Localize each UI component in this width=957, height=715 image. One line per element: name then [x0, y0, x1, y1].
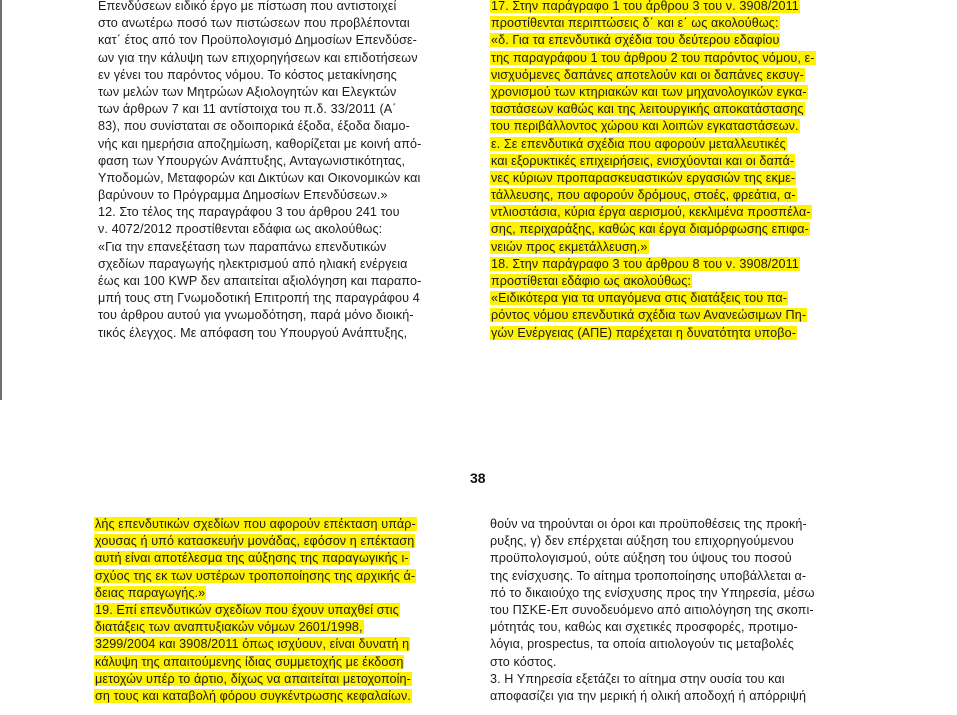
text-line	[98, 32, 470, 49]
text-line	[490, 550, 866, 567]
text-line	[490, 170, 864, 187]
text-line	[94, 568, 470, 585]
text-line	[98, 273, 470, 290]
text-line	[98, 239, 470, 256]
paragraph-text: κατ΄ έτος από τον Προϋπολογισμό Δημοσίων Επενδύσε-	[98, 33, 417, 48]
text-line	[490, 325, 864, 342]
highlighted-text: 17. Στην παράγραφο 1 του άρθρου 3 του ν. 3908/2011	[491, 0, 799, 13]
text-line	[490, 273, 864, 290]
text-line	[490, 568, 866, 585]
text-line	[490, 654, 866, 671]
text-line	[490, 636, 866, 653]
text-line	[490, 153, 864, 170]
highlighted-text: χρονισμού των κτηριακών και των μηχανολογικών εγκα-	[491, 84, 807, 99]
highlighted-text: «δ. Για τα επενδυτικά σχέδια του δεύτερου εδαφίου	[491, 33, 780, 48]
paragraph-text: σχεδίων παραγωγής ηλεκτρισμού από ηλιακή ενέργεια	[98, 256, 408, 271]
text-line	[490, 67, 864, 84]
paragraph-text: «Για την επανεξέταση των παραπάνω επενδυτικών	[98, 239, 387, 254]
text-line	[490, 619, 866, 636]
paragraph-text: μότητάς του, καθώς και σχετικές προσφορές, προτιμο-	[490, 620, 798, 635]
paragraph-text: φαση των Υπουργών Ανάπτυξης, Ανταγωνιστικότητας,	[98, 153, 406, 168]
paragraph-text: έως και 100 KWP δεν απαιτείται αξιολόγηση και παραπο-	[98, 274, 422, 288]
text-line	[98, 170, 470, 187]
paragraph-text: εν γένει του παρόντος νόμου. Το κόστος μετακίνησης	[98, 67, 397, 82]
text-line	[490, 118, 864, 135]
highlighted-text: γών Ενέργειας (ΑΠΕ) παρέχεται η δυνατότητα υποβο-	[491, 325, 796, 340]
highlighted-text: σης, περιχαράξης, καθώς και έργα διαμόρφωσης επιφα-	[491, 222, 809, 237]
paragraph-text: πό το δικαιούχο της ενίσχυσης προς την Υπηρεσία, μέσω	[490, 585, 815, 600]
text-line	[94, 619, 470, 636]
text-line	[94, 602, 470, 619]
text-line	[98, 221, 470, 238]
highlighted-text: ντλιοστάσια, κύρια έργα αερισμού, κεκλιμένα προσπέλα-	[491, 205, 811, 220]
text-line	[490, 204, 864, 221]
text-line	[94, 671, 470, 688]
paragraph-text: νής και ημερήσια αποζημίωση, καθορίζεται με κοινή από-	[98, 136, 422, 151]
paragraph-text: 12. Στο τέλος της παραγράφου 3 του άρθρου 241 του	[98, 205, 400, 220]
text-line	[490, 671, 866, 688]
paragraph-text: μπή τους στη Γνωμοδοτική Επιτροπή της παραγράφου 4	[98, 291, 420, 306]
text-line	[98, 15, 470, 32]
text-line	[98, 136, 470, 153]
text-line	[98, 84, 470, 101]
highlighted-text: νες κύριων προπαρασκευαστικών εργασιών της εκμε-	[491, 170, 796, 185]
paragraph-text: του άρθρου αυτού για γνωμοδότηση, παρά μόνο διοική-	[98, 308, 414, 323]
highlighted-text: χουσας ή υπό κατασκευήν μονάδας, εφόσον η επέκταση	[95, 534, 415, 549]
highlighted-text: της παραγράφου 1 του άρθρου 2 του παρόντος νόμου, ε-	[491, 50, 815, 65]
highlighted-text: διατάξεις των αναπτυξιακών νόμων 2601/1998,	[95, 620, 363, 635]
highlighted-text: λής επενδυτικών σχεδίων που αφορούν επέκταση υπάρ-	[95, 517, 416, 531]
paragraph-text: Υποδομών, Μεταφορών και Δικτύων και Οικονομικών και	[98, 170, 421, 185]
highlighted-text: νειών προς εκμετάλλευση.»	[491, 239, 648, 254]
paragraph-text: Επενδύσεων ειδικό έργο με πίστωση που αντιστοιχεί	[98, 0, 397, 13]
paragraph-text: 83), που συνίσταται σε οδοιπορικά έξοδα, έξοδα διαμο-	[98, 119, 410, 134]
paragraph-text: 3. Η Υπηρεσία εξετάζει το αίτημα στην ουσία του και	[490, 671, 785, 686]
highlighted-text: σχύος της εκ των υστέρων τροποποίησης της αρχικής ά-	[95, 568, 416, 583]
text-line	[98, 153, 470, 170]
text-line	[98, 187, 470, 204]
highlighted-text: ση τους και καταβολή φόρου συγκέντρωσης κεφαλαίων.	[95, 688, 411, 703]
text-line	[94, 688, 470, 705]
text-line	[94, 585, 470, 602]
text-line	[98, 0, 470, 15]
paragraph-text: της ενίσχυσης. Το αίτημα τροποποίησης υποβάλλεται α-	[490, 568, 807, 583]
text-column-top-left	[98, 0, 470, 342]
highlighted-text: ρόντος νόμου επενδυτικά σχέδια των Ανανεώσιμων Πη-	[491, 308, 807, 323]
text-line	[490, 516, 866, 533]
paragraph-text: του ΠΣΚΕ-Επ συνοδευόμενο από αιτιολόγηση της σκοπι-	[490, 602, 814, 617]
highlighted-text: μετοχών υπέρ το άρτιο, δίχως να απαιτείται μετοχοποίη-	[95, 671, 411, 686]
page-edge-rule	[0, 0, 2, 400]
paragraph-text: προϋπολογισμού, ούτε αύξηση του ύψους του ποσού	[490, 551, 792, 566]
text-line	[490, 32, 864, 49]
paragraph-text: αποφασίζει για την μερική ή ολική αποδοχή ή απόρριψή	[490, 688, 807, 703]
text-line	[98, 204, 470, 221]
text-line	[490, 585, 866, 602]
highlighted-text: αυτή είναι αποτέλεσμα της αύξησης της παραγωγικής ι-	[95, 551, 409, 566]
text-line	[94, 550, 470, 567]
text-line	[94, 516, 470, 533]
highlighted-text: δειας παραγωγής.»	[95, 585, 206, 600]
paragraph-text: λόγια, prospectus, τα οποία αιτιολογούν τις μεταβολές	[490, 637, 794, 652]
text-line	[98, 307, 470, 324]
text-line	[98, 50, 470, 67]
paragraph-text: ν. 4072/2012 προστίθενται εδάφια ως ακολούθως:	[98, 222, 383, 237]
text-line	[94, 533, 470, 550]
text-line	[490, 187, 864, 204]
highlighted-text: του περιβάλλοντος χώρου και λοιπών εγκαταστάσεων.	[491, 119, 799, 134]
text-line	[98, 118, 470, 135]
page-number: 38	[470, 470, 486, 486]
highlighted-text: ε. Σε επενδυτικά σχέδια που αφορούν μεταλλευτικές	[491, 136, 786, 151]
text-line	[98, 101, 470, 118]
text-line	[490, 239, 864, 256]
paragraph-text: στο ανωτέρω ποσό των πιστώσεων που προβλέπονται	[98, 16, 410, 31]
paragraph-text: στο κόστος.	[490, 654, 557, 669]
text-line	[490, 533, 866, 550]
text-column-bottom-right	[490, 516, 866, 705]
highlighted-text: 3299/2004 και 3908/2011 όπως ισχύουν, είναι δυνατή η	[95, 637, 410, 652]
highlighted-text: και εξορυκτικές επιχειρήσεις, ενισχύονται και οι δαπά-	[491, 153, 795, 168]
text-line	[490, 602, 866, 619]
paragraph-text: των μελών των Μητρώων Αξιολογητών και Ελεγκτών	[98, 84, 397, 99]
paragraph-text: τικός έλεγχος. Με απόφαση του Υπουργού Ανάπτυξης,	[98, 325, 408, 340]
text-line	[490, 256, 864, 273]
highlighted-text: 19. Επί επενδυτικών σχεδίων που έχουν υπαχθεί στις	[95, 602, 399, 617]
text-line	[94, 636, 470, 653]
text-line	[490, 84, 864, 101]
highlighted-text: 18. Στην παράγραφο 3 του άρθρου 8 του ν. 3908/2011	[491, 256, 799, 271]
text-line	[98, 325, 470, 342]
text-line	[98, 290, 470, 307]
text-line	[98, 67, 470, 84]
text-line	[490, 688, 866, 705]
highlighted-text: νισχυόμενες δαπάνες αποτελούν και οι δαπάνες εκσυγ-	[491, 67, 804, 82]
text-line	[490, 0, 864, 15]
highlighted-text: «Ειδικότερα για τα υπαγόμενα στις διατάξεις του πα-	[491, 291, 788, 306]
highlighted-text: κάλυψη της απαιτούμενης ίδιας συμμετοχής με έκδοση	[95, 654, 404, 669]
text-line	[490, 15, 864, 32]
text-line	[490, 221, 864, 238]
text-column-bottom-left	[94, 516, 470, 705]
text-line	[490, 136, 864, 153]
text-line	[94, 654, 470, 671]
highlighted-text: προστίθεται εδάφιο ως ακολούθως:	[491, 274, 691, 288]
paragraph-text: ων για την κάλυψη των επιχορηγήσεων και επιδοτήσεων	[98, 50, 418, 65]
text-column-top-right	[490, 0, 864, 342]
paragraph-text: ρυξης, γ) δεν επέρχεται αύξηση του επιχορηγούμενου	[490, 534, 794, 549]
highlighted-text: ταστάσεων καθώς και της λειτουργικής αποκατάστασης	[491, 102, 804, 117]
paragraph-text: βαρύνουν το Πρόγραμμα Δημοσίων Επενδύσεων.»	[98, 188, 388, 203]
text-line	[490, 50, 864, 67]
highlighted-text: τάλλευσης, που αφορούν δρόμους, στοές, φρεάτια, α-	[491, 188, 796, 203]
text-line	[490, 101, 864, 118]
highlighted-text: προστίθενται περιπτώσεις δ΄ και ε΄ ως ακολούθως:	[491, 16, 779, 31]
paragraph-text: θούν να τηρούνται οι όροι και προϋποθέσεις της προκή-	[490, 517, 807, 531]
text-line	[98, 256, 470, 273]
text-line	[490, 307, 864, 324]
text-line	[490, 290, 864, 307]
paragraph-text: των άρθρων 7 και 11 αντίστοιχα του π.δ. 33/2011 (Α΄	[98, 102, 397, 117]
